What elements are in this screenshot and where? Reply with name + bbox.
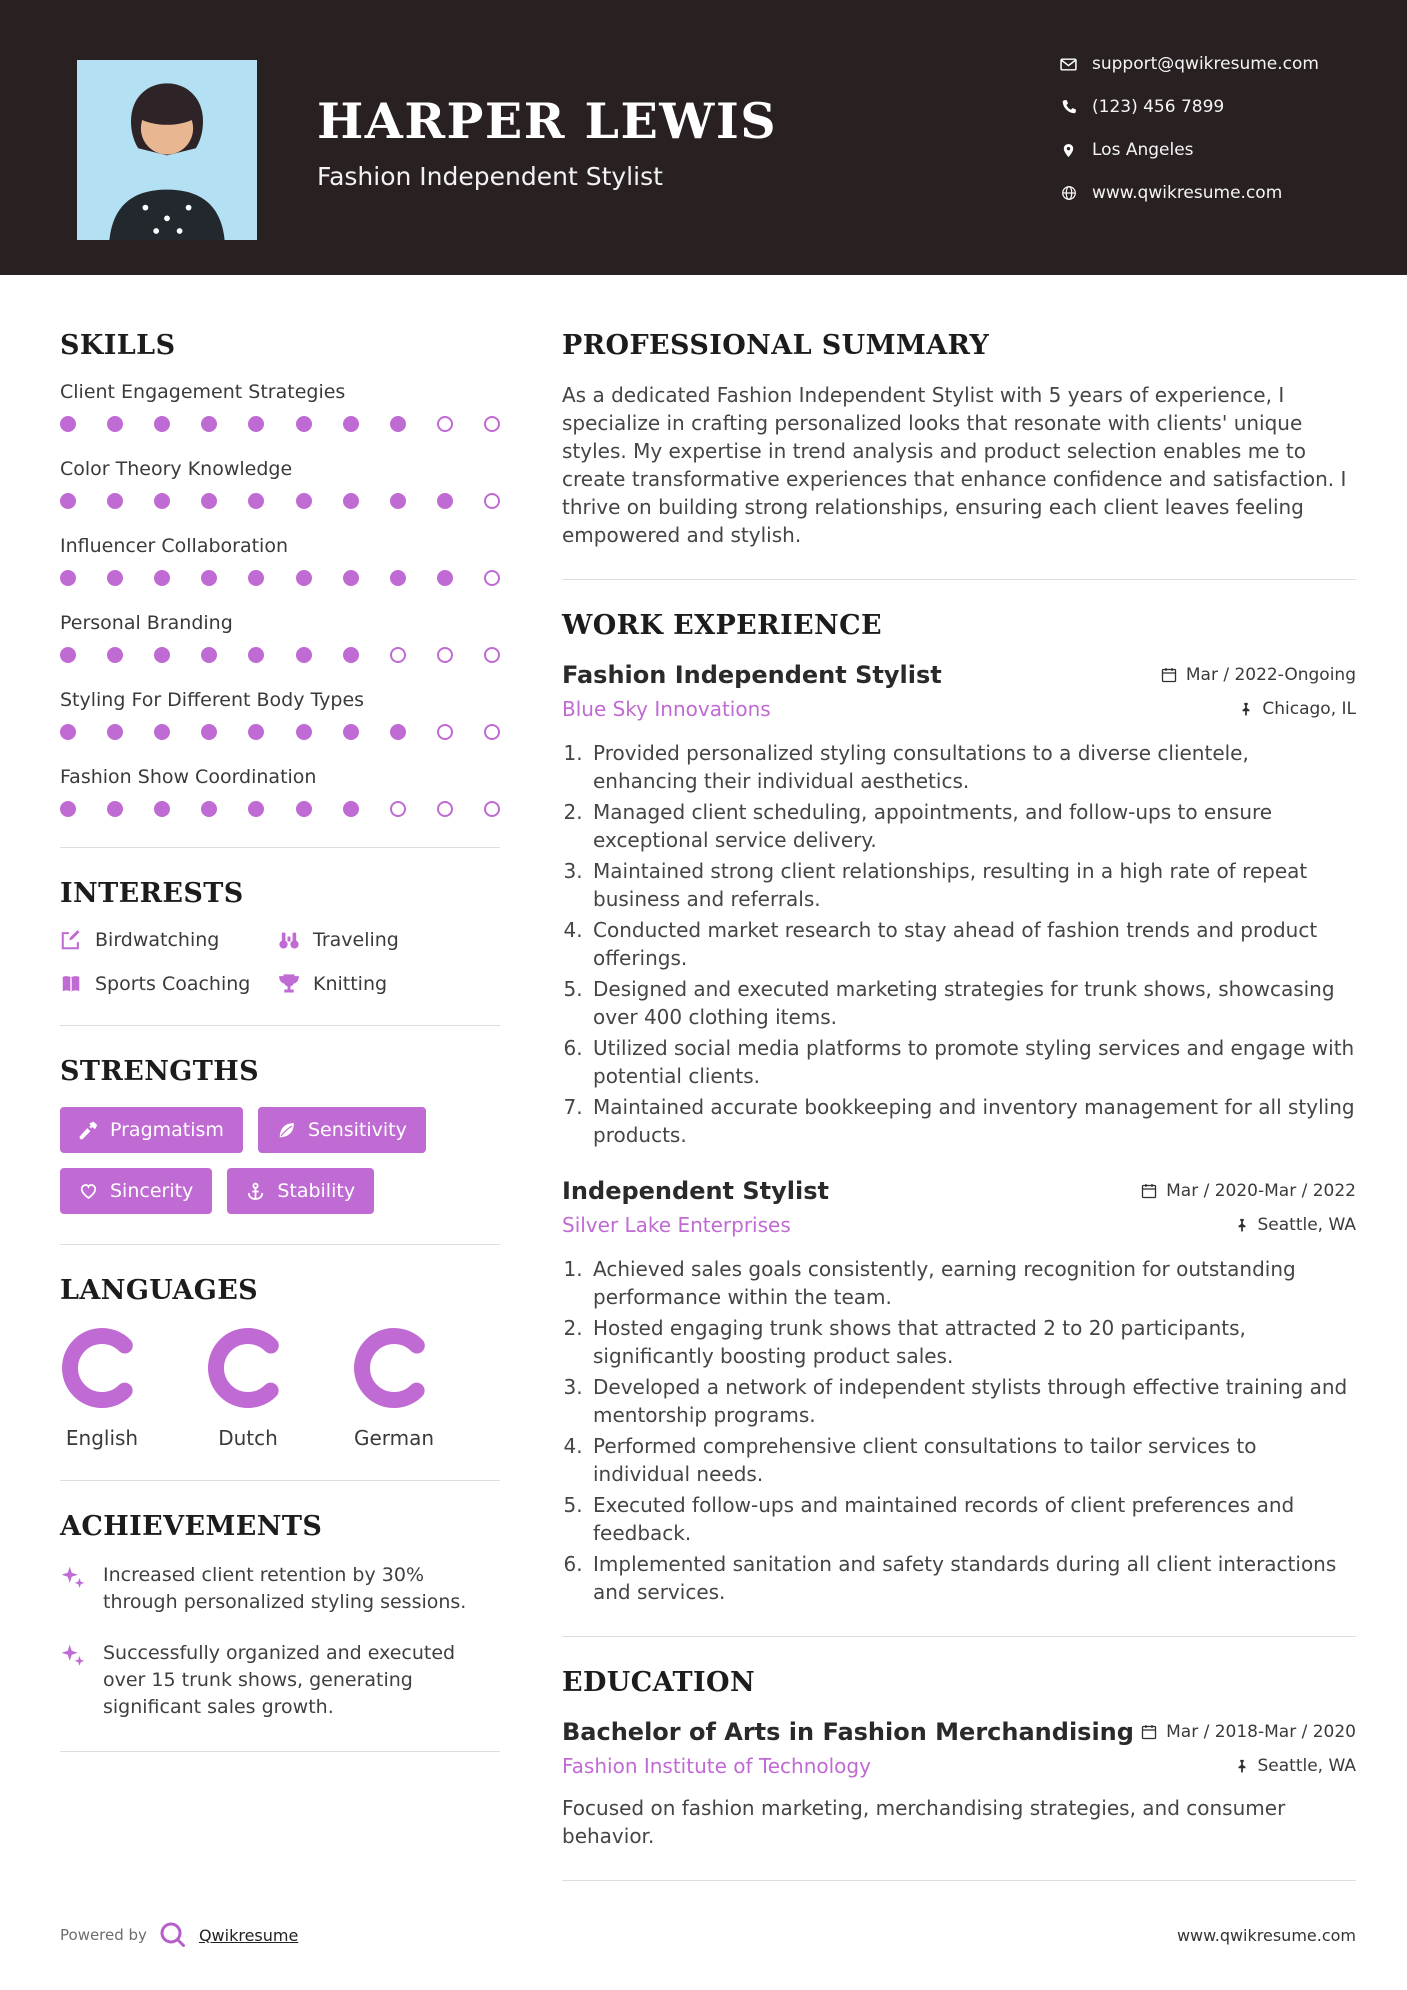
location-text: Chicago, IL [1262, 699, 1356, 719]
qwikresume-link[interactable]: Qwikresume [198, 1925, 299, 1945]
divider [562, 1880, 1356, 1881]
skill-item [60, 458, 500, 509]
bullet-item: 3. Developed a network of independent stylists through effective training and mentorship programs. [589, 1373, 1356, 1429]
language-arc [60, 1326, 144, 1410]
contact-location [1060, 140, 1319, 160]
skill-item [60, 689, 500, 740]
education-location [1235, 1756, 1357, 1776]
job-entry [562, 661, 1356, 1149]
contact-block [1060, 54, 1319, 203]
bullet-item: 5. Designed and executed marketing strategies for trunk shows, showcasing over 400 clothing items. [589, 975, 1356, 1031]
language-item [352, 1326, 436, 1450]
skill-name: Personal Branding [60, 612, 233, 634]
skill-item [60, 535, 500, 586]
skill-rating-dots [60, 416, 500, 432]
avatar [77, 60, 257, 240]
interest-item [278, 929, 500, 951]
company-name: Blue Sky Innovations [562, 697, 771, 721]
bullet-item: 2. Managed client scheduling, appointments, and follow-ups to ensure exceptional service delivery. [589, 798, 1356, 854]
contact-phone [1060, 97, 1319, 117]
experience-heading: WORK EXPERIENCE [562, 610, 882, 641]
education-heading: EDUCATION [562, 1667, 756, 1698]
strengths-heading: STRENGTHS [60, 1056, 260, 1087]
bullet-item: 7. Maintained accurate bookkeeping and inventory management for all styling products. [589, 1093, 1356, 1149]
pencil-icon [60, 929, 82, 951]
skill-name: Styling For Different Body Types [60, 689, 365, 711]
header [0, 0, 1407, 275]
person-name: HARPER LEWIS [317, 92, 778, 150]
company-name: Silver Lake Enterprises [562, 1213, 791, 1237]
footer-url: www.qwikresume.com [1176, 1925, 1356, 1945]
interest-label: Traveling [313, 929, 399, 951]
bullet-item: 2. Hosted engaging trunk shows that attracted 2 to 20 participants, significantly boosting product sales. [589, 1314, 1356, 1370]
pushpin-icon [1235, 1218, 1249, 1232]
pushpin-icon [1235, 1759, 1249, 1773]
interest-label: Sports Coaching [95, 973, 251, 995]
skill-item [60, 381, 500, 432]
skill-item [60, 612, 500, 663]
skill-rating-dots [60, 570, 500, 586]
skill-rating-dots [60, 801, 500, 817]
school-name: Fashion Institute of Technology [562, 1754, 871, 1778]
person-title: Fashion Independent Stylist [317, 162, 663, 192]
calendar-icon [1141, 1724, 1157, 1740]
email-text: support@qwikresume.com [1092, 54, 1319, 74]
strength-label: Sensitivity [307, 1119, 407, 1141]
leaf-icon [277, 1121, 296, 1140]
job-bullets [562, 1255, 1356, 1606]
experience-section [562, 610, 1356, 1606]
language-label: English [65, 1426, 139, 1450]
interest-item [60, 929, 278, 951]
skills-section [60, 330, 500, 817]
globe-icon [1060, 185, 1077, 202]
interest-label: Knitting [313, 973, 388, 995]
calendar-icon [1161, 667, 1177, 683]
envelope-icon [1060, 56, 1077, 73]
skill-item [60, 766, 500, 817]
achievement-item [60, 1640, 500, 1721]
bullet-item: 6. Utilized social media platforms to promote styling services and engage with potential clients. [589, 1034, 1356, 1090]
powered-by-text: Powered by [60, 1926, 147, 1944]
book-icon [60, 973, 82, 995]
skill-name: Color Theory Knowledge [60, 458, 293, 480]
skill-name: Influencer Collaboration [60, 535, 288, 557]
calendar-icon [1141, 1183, 1157, 1199]
strength-label: Stability [277, 1180, 356, 1202]
heart-icon [79, 1182, 98, 1201]
bullet-item: 5. Executed follow-ups and maintained records of client preferences and feedback. [589, 1491, 1356, 1547]
languages-section [60, 1275, 500, 1450]
job-title: Fashion Independent Stylist [562, 661, 942, 689]
interest-label: Birdwatching [95, 929, 220, 951]
language-item [60, 1326, 144, 1450]
map-marker-icon [1060, 142, 1077, 159]
achievement-text: Increased client retention by 30% through personalized styling sessions. [103, 1564, 467, 1613]
interest-item [60, 973, 278, 995]
location-text: Seattle, WA [1257, 1215, 1356, 1235]
divider [60, 1244, 500, 1245]
divider [60, 1025, 500, 1026]
dates-text: Mar / 2020-Mar / 2022 [1166, 1181, 1356, 1201]
summary-section [562, 330, 1356, 549]
skill-name: Client Engagement Strategies [60, 381, 346, 403]
interests-heading: INTERESTS [60, 878, 244, 909]
skill-name: Fashion Show Coordination [60, 766, 317, 788]
language-label: Dutch [218, 1426, 278, 1450]
interests-section [60, 878, 500, 995]
skill-rating-dots [60, 647, 500, 663]
education-section [562, 1667, 1356, 1850]
bullet-item: 6. Implemented sanitation and safety standards during all client interactions and services. [589, 1550, 1356, 1606]
page-body [0, 275, 1407, 1911]
divider [60, 1751, 500, 1752]
skill-rating-dots [60, 493, 500, 509]
divider [562, 579, 1356, 580]
footer [60, 1920, 1356, 1950]
left-column [60, 330, 500, 1911]
job-entry [562, 1177, 1356, 1606]
language-arc [206, 1326, 290, 1410]
divider [60, 847, 500, 848]
bullet-item: 4. Conducted market research to stay ahead of fashion trends and product offerings. [589, 916, 1356, 972]
job-bullets [562, 739, 1356, 1149]
hammer-icon [79, 1121, 98, 1140]
summary-text: As a dedicated Fashion Independent Stylist with 5 years of experience, I specialize in crafting personalized looks that resonate with clients' unique styles. My expertise in trend analysis and product selection enables me to create transformative experiences that enhance confidence and satisfaction. I thrive on building strong relationships, ensuring each client leaves feeling empowered and stylish. [562, 383, 1347, 547]
phone-text: (123) 456 7899 [1092, 97, 1225, 117]
sparkle-icon [60, 1643, 86, 1721]
bullet-item: 1. Provided personalized styling consultations to a diverse clientele, enhancing their individual aesthetics. [589, 739, 1356, 795]
strength-label: Pragmatism [110, 1119, 224, 1141]
interest-item [278, 973, 500, 995]
job-location [1239, 699, 1356, 719]
dates-text: Mar / 2018-Mar / 2020 [1166, 1722, 1356, 1742]
achievements-heading: ACHIEVEMENTS [60, 1511, 323, 1542]
strength-pill [60, 1107, 243, 1153]
profile-photo [77, 60, 257, 240]
pushpin-icon [1239, 702, 1253, 716]
strength-label: Sincerity [110, 1180, 194, 1202]
languages-heading: LANGUAGES [60, 1275, 259, 1306]
skills-heading: SKILLS [60, 330, 176, 361]
bullet-item: 3. Maintained strong client relationships, resulting in a high rate of repeat business and referrals. [589, 857, 1356, 913]
language-arc [352, 1326, 436, 1410]
phone-icon [1060, 99, 1077, 116]
qwikresume-logo [158, 1920, 188, 1950]
education-dates [1141, 1722, 1356, 1742]
trophy-icon [278, 973, 300, 995]
strength-pill [60, 1168, 212, 1214]
achievements-section [60, 1511, 500, 1721]
degree-title: Bachelor of Arts in Fashion Merchandising [562, 1718, 1134, 1746]
summary-heading: PROFESSIONAL SUMMARY [562, 330, 990, 361]
website-text: www.qwikresume.com [1092, 183, 1283, 203]
location-text: Seattle, WA [1257, 1756, 1356, 1776]
job-title: Independent Stylist [562, 1177, 829, 1205]
job-location [1235, 1215, 1357, 1235]
language-item [206, 1326, 290, 1450]
binoculars-icon [278, 929, 300, 951]
divider [562, 1636, 1356, 1637]
divider [60, 1480, 500, 1481]
job-dates [1141, 1181, 1356, 1201]
sparkle-icon [60, 1565, 86, 1616]
location-text: Los Angeles [1092, 140, 1194, 160]
strength-pill [227, 1168, 374, 1214]
skill-rating-dots [60, 724, 500, 740]
strength-pill [258, 1107, 426, 1153]
contact-email[interactable] [1060, 54, 1319, 74]
bullet-item: 1. Achieved sales goals consistently, earning recognition for outstanding performance within the team. [589, 1255, 1356, 1311]
language-label: German [353, 1426, 435, 1450]
dates-text: Mar / 2022-Ongoing [1185, 665, 1356, 685]
strengths-section [60, 1056, 500, 1214]
bullet-item: 4. Performed comprehensive client consultations to tailor services to individual needs. [589, 1432, 1356, 1488]
education-description: Focused on fashion marketing, merchandising strategies, and consumer behavior. [562, 1796, 1286, 1848]
contact-website[interactable] [1060, 183, 1319, 203]
achievement-item [60, 1562, 500, 1616]
job-dates [1161, 665, 1356, 685]
right-column [562, 330, 1356, 1911]
anchor-icon [246, 1182, 265, 1201]
achievement-text: Successfully organized and executed over 15 trunk shows, generating significant sales growth. [103, 1641, 456, 1718]
